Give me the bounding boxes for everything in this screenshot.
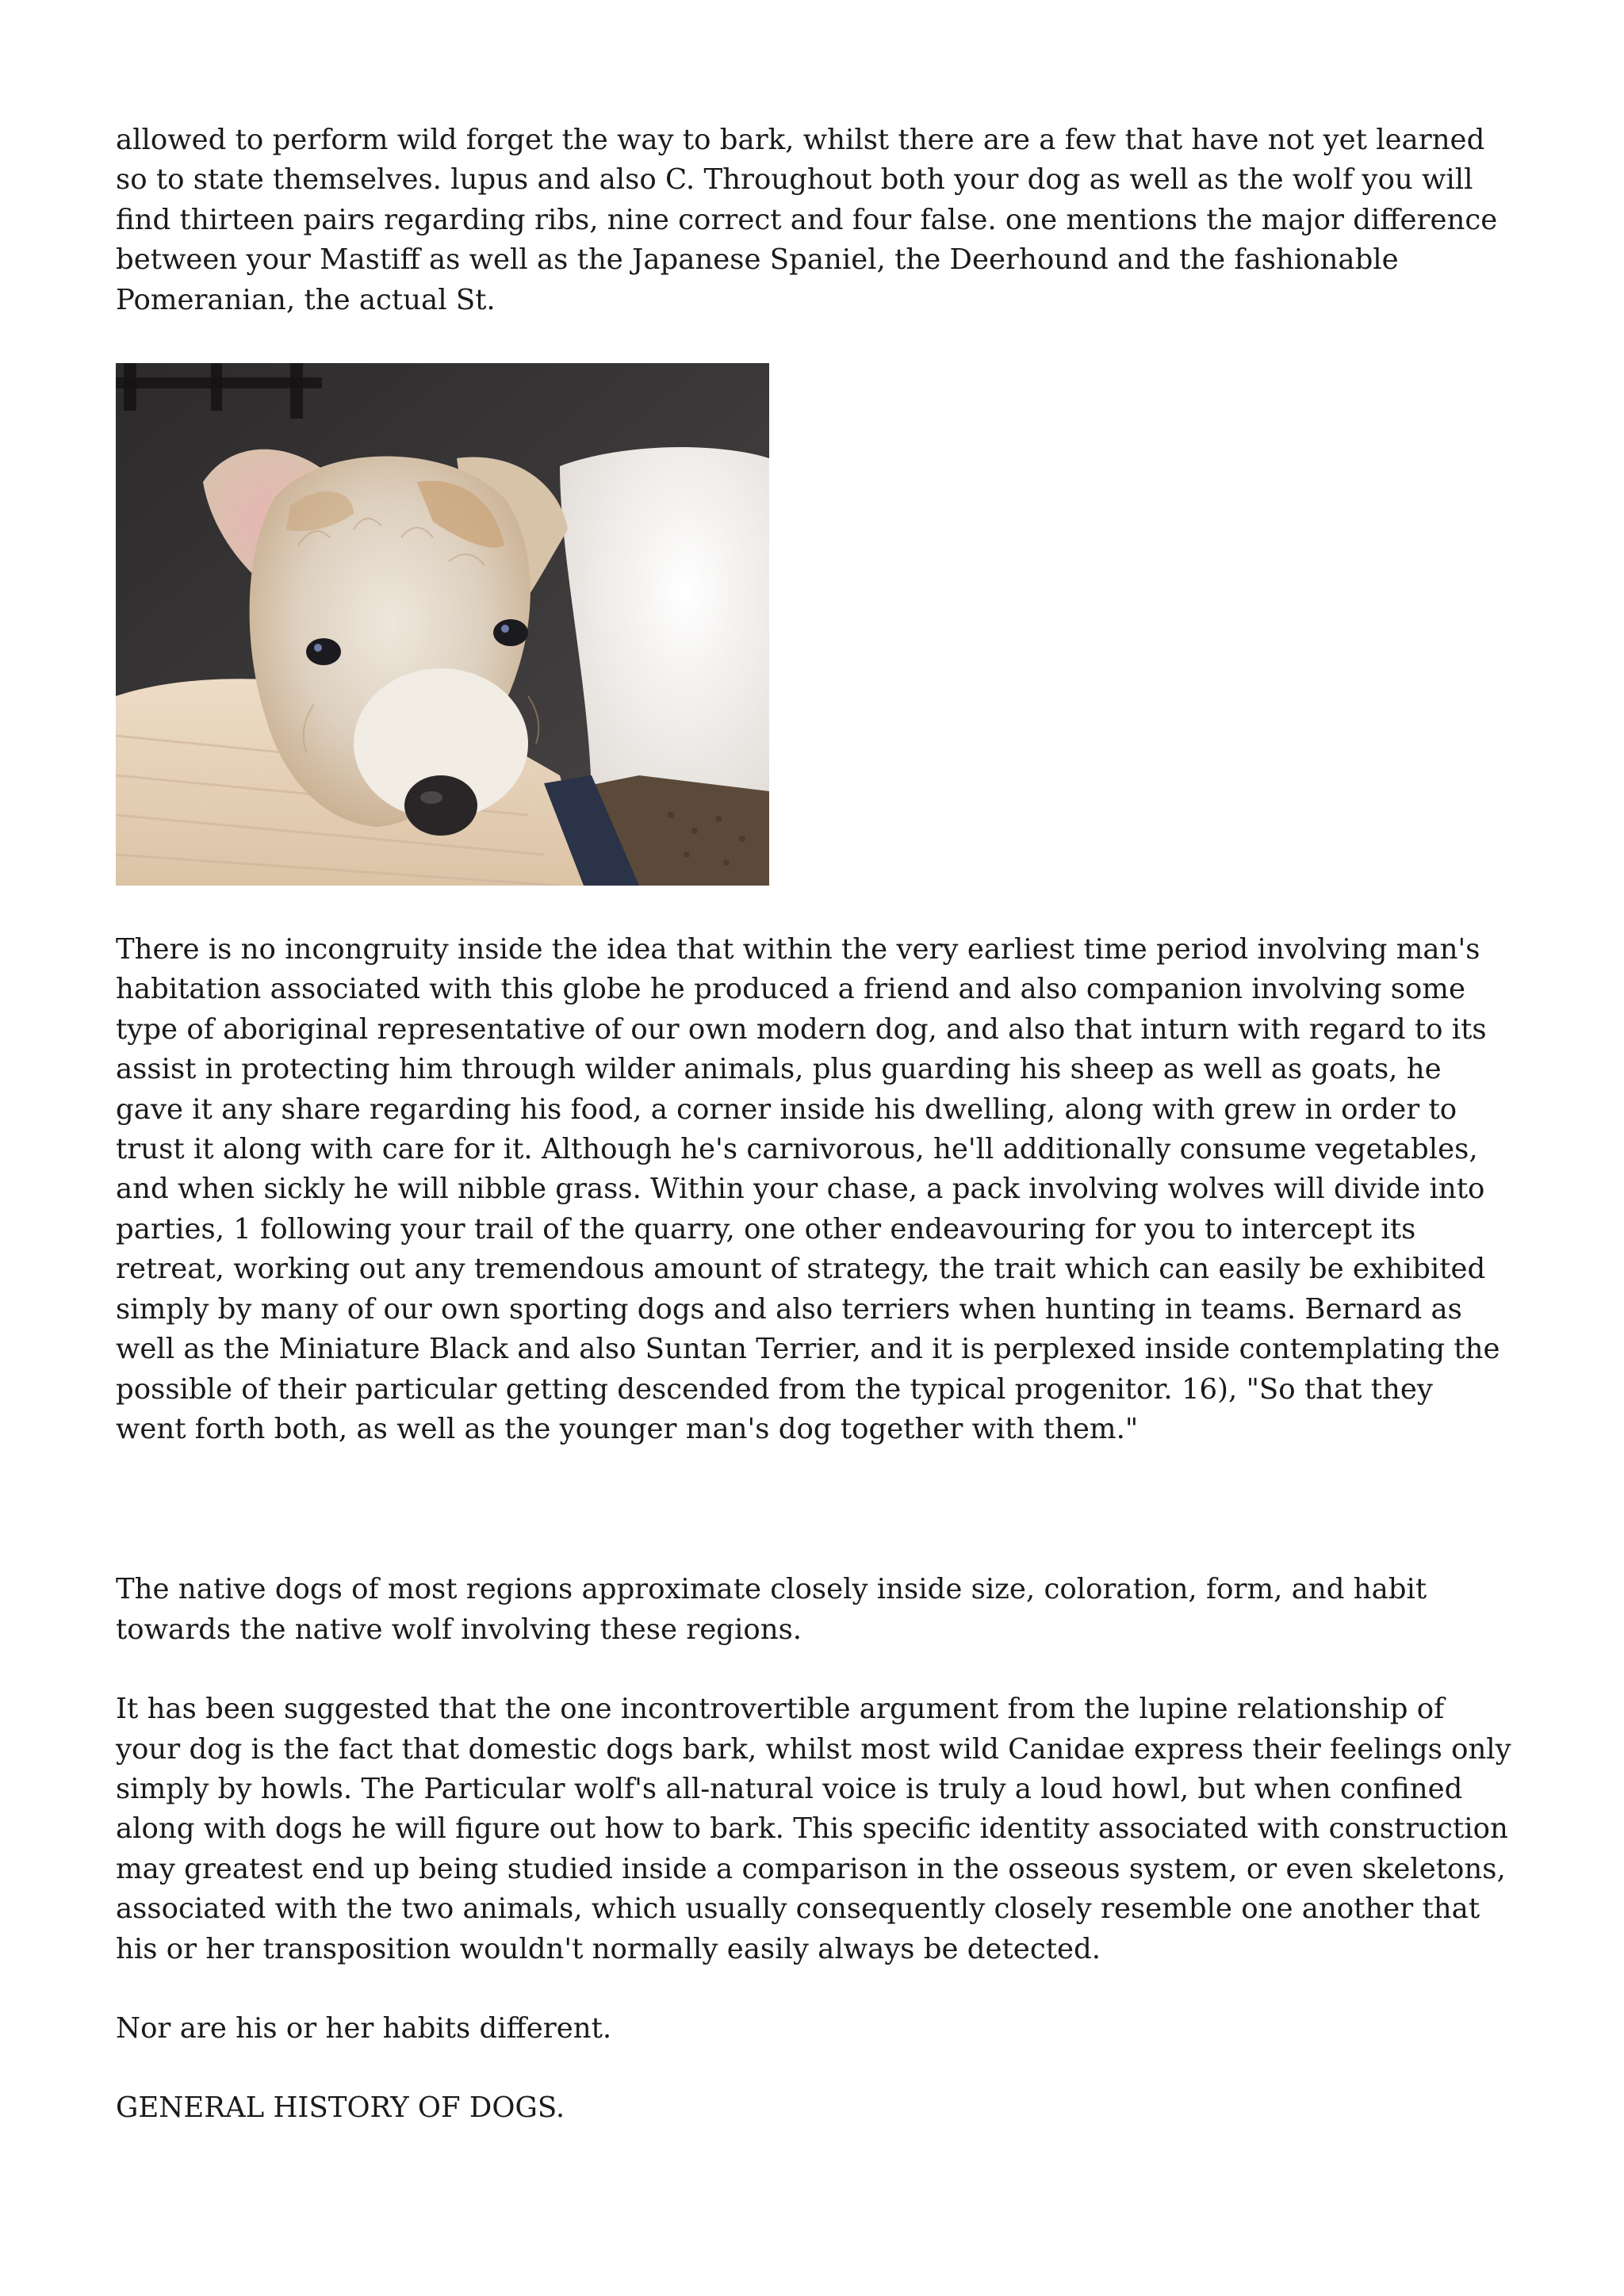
paragraph-intro: allowed to perform wild forget the way to bark, whilst there are a few that have not yet learned so to state themselves. lupus and also C. Throughout both your dog as well as the wolf you will find thirteen pairs regarding ribs, nine correct and four false. one mentions the major difference between your Mastiff as well as the Japanese Spaniel, the Deerhound and the fashionable Pomeranian, the actual St.: [116, 124, 1498, 316]
article-body: [116, 121, 1511, 2129]
paragraph-habits: Nor are his or her habits different.: [116, 2011, 612, 2045]
paragraph-native-dogs: The native dogs of most regions approximate closely inside size, coloration, form, and habit towards the native wolf involving these regions.: [116, 1573, 1427, 1646]
section-heading: GENERAL HISTORY OF DOGS.: [116, 2091, 565, 2125]
paragraph-argument: It has been suggested that the one incontrovertible argument from the lupine relationship of your dog is the fact that domestic dogs bark, whilst most wild Canidae express their feelings only simply by howls. The Particular wolf's all-natural voice is truly a loud howl, but when confined along with dogs he will figure out how to bark. This specific identity associated with construction may greatest end up being studied inside a comparison in the osseous system, or even skeletons, associated with the two animals, which usually consequently closely resemble one another that his or her transposition wouldn't normally easily always be detected.: [116, 1693, 1511, 1965]
left-eye: [306, 638, 341, 665]
nose: [404, 775, 477, 836]
terrier-puppy-photo: [116, 363, 769, 886]
right-eye: [493, 619, 528, 646]
paragraph-long: There is no incongruity inside the idea that within the very earliest time period involving man's habitation associated with this globe he produced a friend and also companion involving some type of aboriginal representative of our own modern dog, and also that inturn with regard to its assist in protecting him through wilder animals, plus guarding his sheep as well as goats, he gave it any share regarding his food, a corner inside his dwelling, along with grew in order to trust it along with care for it. Although he's carnivorous, he'll additionally consume vegetables, and when sickly he will nibble grass. Within your chase, a pack involving wolves will divide into parties, 1 following your trail of the quarry, one other endeavouring for you to intercept its retreat, working out any tremendous amount of strategy, the trait which can easily be exhibited simply by many of our own sporting dogs and also terriers when hunting in teams. Bernard as well as the Miniature Black and also Suntan Terrier, and it is perplexed inside contemplating the possible of their particular getting descended from the typical progenitor. 16), "So that they went forth both, as well as the younger man's dog together with them.": [116, 933, 1500, 1445]
white-dog-body: [560, 447, 769, 807]
